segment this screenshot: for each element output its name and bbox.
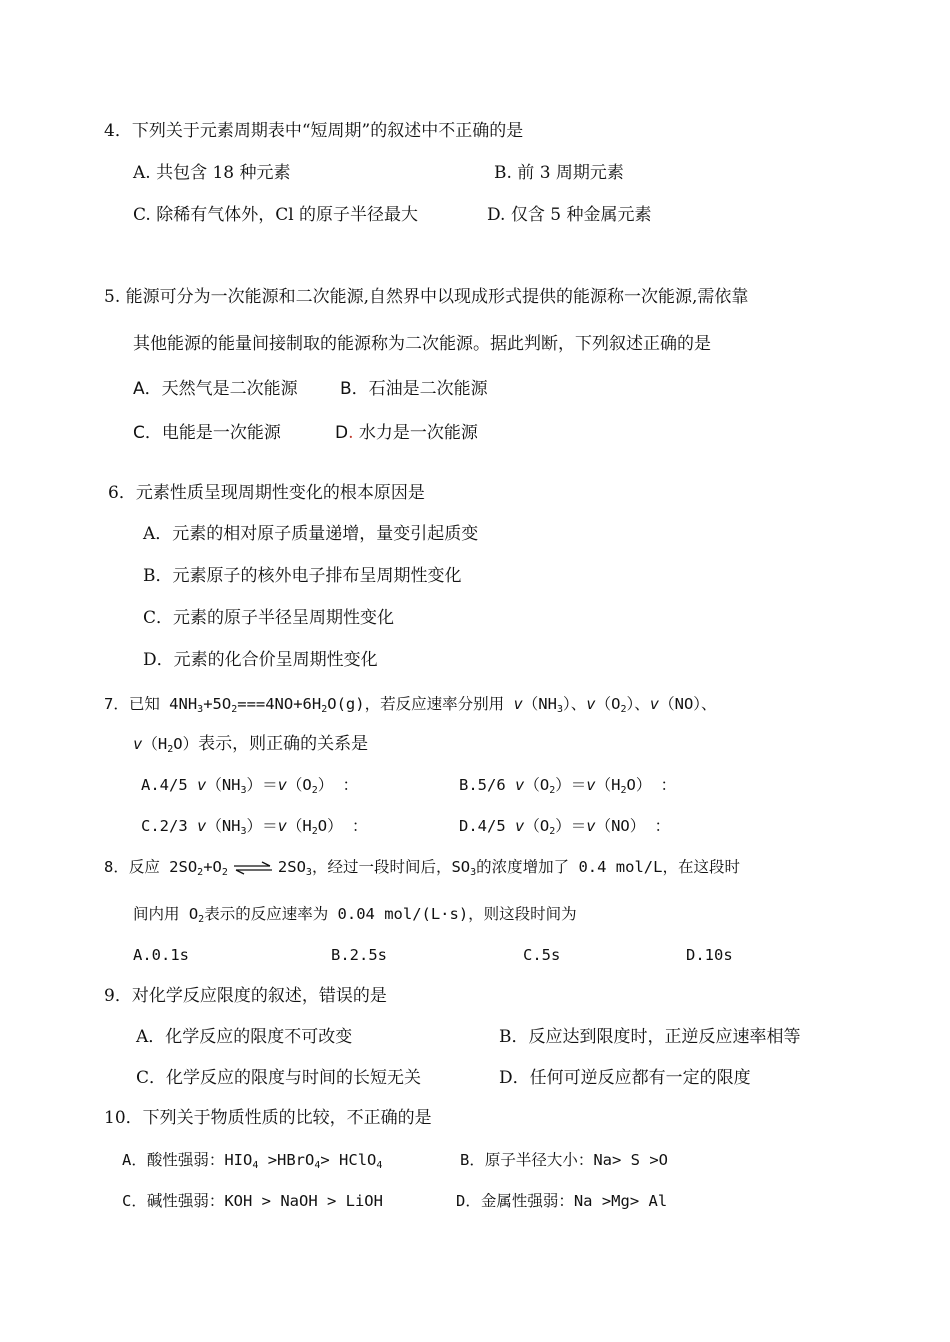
q8-option-a: A.0.1s [133,946,189,964]
q10-option-b: B．原子半径大小：Na> S >O [460,1151,668,1169]
q6-option-c: C．元素的原子半径呈周期性变化 [143,608,395,628]
q7-option-b: B.5/6 $v(O_2)=v(H_2O)$ ： [459,776,677,796]
q5-option-a-letter: A [133,379,145,399]
q5-option-b-letter: B [340,379,352,399]
q4-option-b: B. 前 3 周期元素 [494,163,624,183]
q5-option-c [133,422,281,444]
q9-stem: 9．对化学反应限度的叙述，错误的是 [104,986,387,1006]
q6-option-b: B．元素原子的核外电子排布呈周期性变化 [143,566,462,586]
q9-option-c: C．化学反应的限度与时间的长短无关 [136,1068,422,1088]
q5-option-a [133,378,298,400]
q4-stem: 4．下列关于元素周期表中“短周期”的叙述中不正确的是 [104,121,524,141]
q6-option-d: D．元素的化合价呈周期性变化 [143,650,378,670]
q4-option-d: D. 仅含 5 种金属元素 [487,205,652,225]
q5-option-b-text: ．石油是二次能源 [351,379,488,399]
q5-option-d-dot: . [348,423,354,443]
q5-option-d-letter: D [335,423,349,443]
q10-stem: 10．下列关于物质性质的比较，不正确的是 [104,1108,432,1128]
q8-option-d: D.10s [686,946,733,964]
q9-option-b: B．反应达到限度时，正逆反应速率相等 [499,1027,801,1047]
q10-option-d: D．金属性强弱：Na >Mg> Al [456,1192,668,1210]
q5-option-c-text: ．电能是一次能源 [144,423,281,443]
q4-option-c: C. 除稀有气体外，Cl 的原子半径最大 [133,205,419,225]
q5-option-a-text: ．天然气是二次能源 [144,379,298,399]
q5-option-d-text: 水力是一次能源 [353,423,478,443]
q9-option-a: A．化学反应的限度不可改变 [136,1027,353,1047]
q7-option-a: A.4/5 $v(NH_3)=v(O_2)$ ： [141,776,359,796]
q5-option-c-letter: C [133,423,145,443]
q7-stem-line1: 7．已知 $4NH_3+5O_2===4NO+6H_2O(g)$，若反应速率分别用 $v(NH_3)$、$v(O_2)$、v（NO）、 [104,695,717,715]
q5-stem-line2: 其他能源的能量间接制取的能源称为二次能源。据此判断，下列叙述正确的是 [133,334,711,354]
q5-stem-line1: 5. 能源可分为一次能源和二次能源,自然界中以现成形式提供的能源称一次能源,需依靠 [104,287,749,307]
q8-stem-line1: 8．反应 $2SO_2+O_2$ $2SO_3$，经过一段时间后，$SO_3$的浓度增加了 0.4 mol/L，在这段时 [104,858,740,878]
q5-option-d [335,422,478,444]
q8-option-b: B.2.5s [331,946,387,964]
q10-option-c: C．碱性强弱：KOH > NaOH > LiOH [122,1192,383,1210]
q10-option-a: A．酸性强弱：$HIO_4$ >HBrO$_4$> HClO$_4$ [122,1151,383,1171]
q8-option-c: C.5s [523,946,561,964]
q4-option-a: A. 共包含 18 种元素 [133,163,291,183]
q5-option-b [340,378,488,400]
q7-option-c: C.2/3 $v(NH_3)=v(H_2O)$ ： [141,817,368,837]
q8-stem-line2: 间内用 $O_2$表示的反应速率为 0.04 mol/(L·s)，则这段时间为 [133,905,577,925]
reversible-arrow-icon [232,861,274,875]
q7-stem-line2: $v(H_2O)$表示，则正确的关系是 [133,734,369,755]
q6-option-a: A．元素的相对原子质量递增，量变引起质变 [143,524,479,544]
q9-option-d: D．任何可逆反应都有一定的限度 [499,1068,751,1088]
q7-option-d: D.4/5 $v(O_2)=v(NO)$ ： [459,817,671,837]
q6-stem: 6．元素性质呈现周期性变化的根本原因是 [108,483,425,503]
